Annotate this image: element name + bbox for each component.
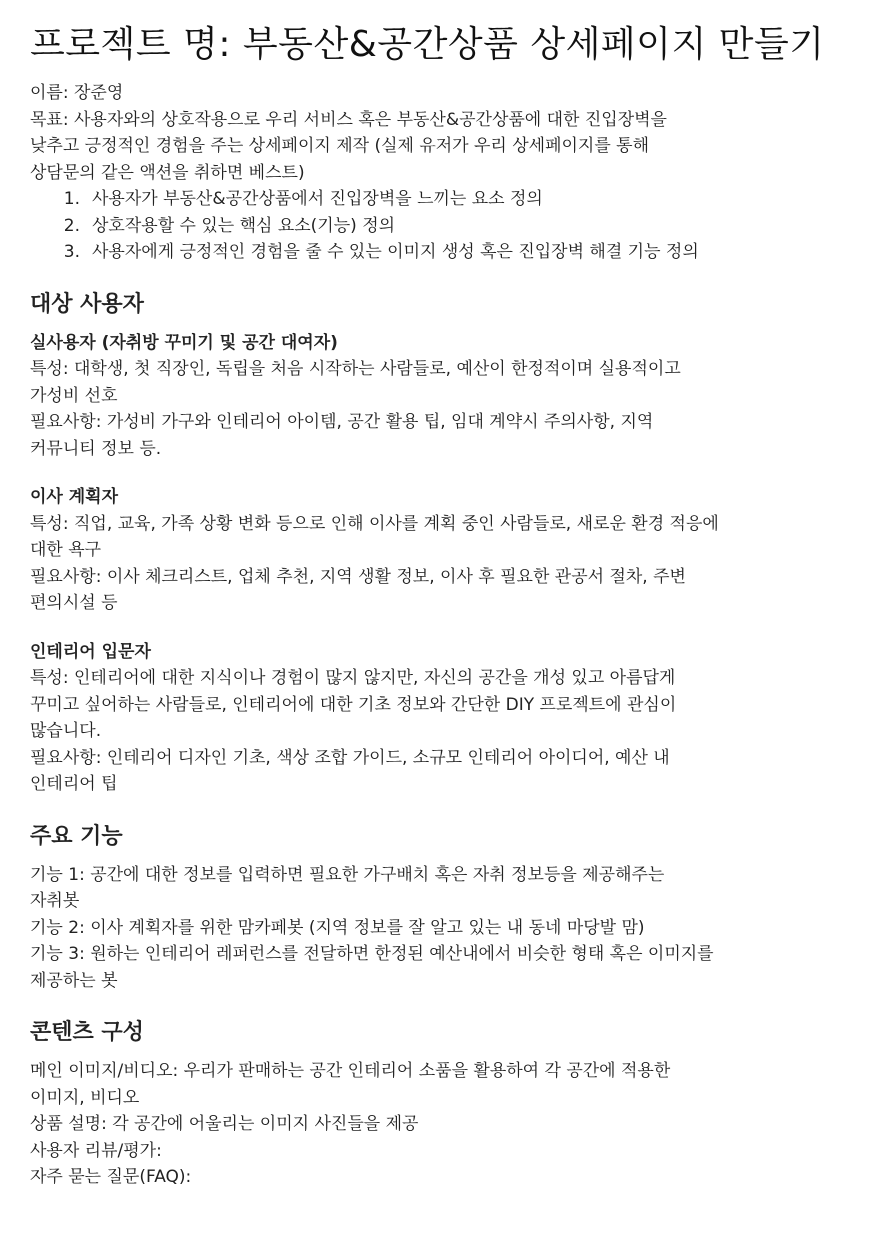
user-group-line: 인테리어 팁 bbox=[30, 774, 118, 794]
section-heading: 대상 사용자 bbox=[30, 291, 144, 317]
intro-goal-line-2: 낮추고 긍정적인 경험을 주는 상세페이지 제작 (실제 유저가 우리 상세페이지를 통해 bbox=[30, 136, 650, 156]
intro-goal-line-1: 목표: 사용자와의 상호작용으로 우리 서비스 혹은 부동산&공간상품에 대한 진입장벽을 bbox=[30, 109, 667, 130]
section-heading: 주요 기능 bbox=[30, 823, 123, 849]
user-group-line: 필요사항: 이사 체크리스트, 업체 추천, 지역 생활 정보, 이사 후 필요한 관공서 절차, 주변 bbox=[30, 566, 686, 587]
user-group-line: 특성: 대학생, 첫 직장인, 독립을 처음 시작하는 사람들로, 예산이 한정적이며 실용적이고 bbox=[30, 359, 681, 379]
list-text: 상호작용할 수 있는 핵심 요소(기능) 정의 bbox=[92, 215, 396, 236]
content-line: 상품 설명: 각 공간에 어울리는 이미지 사진들을 제공 bbox=[30, 1114, 419, 1134]
list-text: 사용자에게 긍정적인 경험을 줄 수 있는 이미지 생성 혹은 진입장벽 해결 기능 정의 bbox=[92, 242, 699, 262]
list-number: 2. bbox=[63, 215, 80, 236]
target-users-section bbox=[30, 290, 860, 798]
goal-list-item bbox=[30, 186, 860, 213]
document-page bbox=[30, 20, 860, 1191]
feature-line: 기능 3: 원하는 인테리어 레퍼런스를 전달하면 한정된 예산내에서 비슷한 형태 혹은 이미지를 bbox=[30, 944, 714, 964]
list-number: 1. bbox=[63, 189, 80, 209]
user-group-line: 특성: 인테리어에 대한 지식이나 경험이 많지 않지만, 자신의 공간을 개성 있고 아름답게 bbox=[30, 668, 676, 688]
user-group-line: 편의시설 등 bbox=[30, 593, 118, 613]
user-group bbox=[30, 639, 860, 798]
user-group bbox=[30, 484, 860, 617]
list-text: 사용자가 부동산&공간상품에서 진입장벽을 느끼는 요소 정의 bbox=[92, 189, 543, 209]
list-number: 3. bbox=[63, 242, 80, 262]
user-group-line: 커뮤니티 정보 등. bbox=[30, 438, 162, 459]
features-section bbox=[30, 822, 860, 995]
goal-list-item bbox=[30, 213, 860, 240]
content-line: 자주 묻는 질문(FAQ): bbox=[30, 1167, 192, 1187]
feature-line: 자취봇 bbox=[30, 891, 80, 911]
user-group-line: 특성: 직업, 교육, 가족 상황 변화 등으로 인해 이사를 계획 중인 사람들로, 새로운 환경 적응에 bbox=[30, 513, 719, 534]
user-group-line: 꾸미고 싶어하는 사람들로, 인테리어에 대한 기초 정보와 간단한 DIY 프로젝트에 관심이 bbox=[30, 694, 677, 715]
intro-name-line: 이름: 장준영 bbox=[30, 83, 124, 103]
intro-goal-line-3: 상담문의 같은 액션을 취하면 베스트) bbox=[30, 162, 305, 183]
goal-list bbox=[30, 186, 860, 266]
section-heading: 콘텐츠 구성 bbox=[30, 1020, 144, 1045]
user-group-line: 필요사항: 가성비 가구와 인테리어 아이템, 공간 활용 팁, 임대 계약시 주의사항, 지역 bbox=[30, 412, 654, 432]
document-title: 프로젝트 명: 부동산&공간상품 상세페이지 만들기 bbox=[30, 24, 825, 65]
user-group-line: 가성비 선호 bbox=[30, 385, 118, 406]
contents-section bbox=[30, 1018, 860, 1191]
user-group-title: 이사 계획자 bbox=[30, 487, 119, 507]
user-group bbox=[30, 330, 860, 463]
user-group-title: 실사용자 (자취방 꾸미기 및 공간 대여자) bbox=[30, 332, 338, 353]
feature-line: 기능 2: 이사 계획자를 위한 맘카페봇 (지역 정보를 잘 알고 있는 내 동네 마당발 맘) bbox=[30, 917, 645, 938]
feature-line: 기능 1: 공간에 대한 정보를 입력하면 필요한 가구배치 혹은 자취 정보등을 제공해주는 bbox=[30, 864, 665, 885]
content-line: 이미지, 비디오 bbox=[30, 1087, 140, 1108]
feature-line: 제공하는 봇 bbox=[30, 970, 118, 991]
user-group-line: 대한 욕구 bbox=[30, 540, 102, 560]
user-group-line: 많습니다. bbox=[30, 721, 102, 741]
content-line: 사용자 리뷰/평가: bbox=[30, 1140, 162, 1161]
user-group-title: 인테리어 입문자 bbox=[30, 641, 151, 662]
user-group-line: 필요사항: 인테리어 디자인 기초, 색상 조합 가이드, 소규모 인테리어 아이디어, 예산 내 bbox=[30, 747, 670, 768]
content-line: 메인 이미지/비디오: 우리가 판매하는 공간 인테리어 소품을 활용하여 각 공간에 적용한 bbox=[30, 1061, 671, 1081]
goal-list-item bbox=[30, 239, 860, 266]
intro-section bbox=[30, 80, 860, 266]
